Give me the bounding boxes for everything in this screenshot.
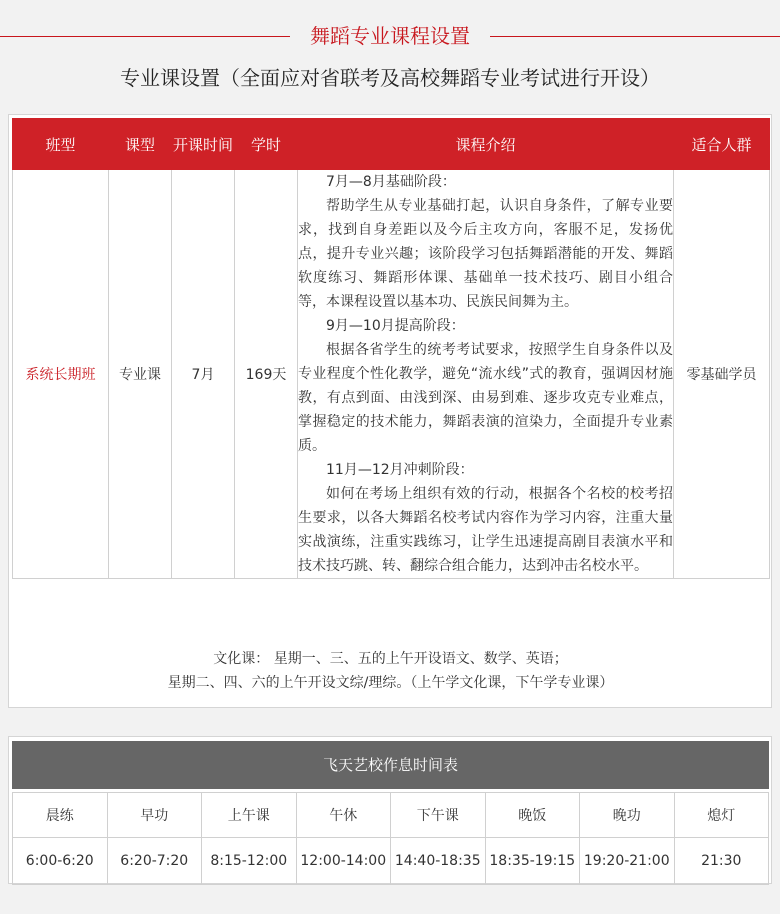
- header-start-time: 开课时间: [172, 119, 235, 170]
- description-cell: [298, 170, 674, 579]
- schedule-header: 晚功: [580, 793, 675, 838]
- stage-heading: 7月—8月基础阶段：: [326, 174, 456, 190]
- stage-text: 帮助学生从专业基础打起，认识自身条件，了解专业要求，找到自身差距以及今后主攻方向，客服不足，发扬优点，提升专业兴趣；该阶段学习包括舞蹈潜能的开发、舞蹈软度练习、舞蹈形体课、基础单一技术技巧、剧目小组合等，本课程设置以基本功、民族民间舞为主。: [298, 198, 673, 310]
- schedule-time-row: [13, 838, 769, 885]
- schedule-header: 下午课: [391, 793, 486, 838]
- schedule-header: 午休: [296, 793, 391, 838]
- schedule-time: 12:00-14:00: [296, 838, 391, 885]
- audience-cell: 零基础学员: [674, 170, 770, 579]
- schedule-header-row: [13, 793, 769, 838]
- header-hours: 学时: [235, 119, 298, 170]
- header-description: 课程介绍: [298, 119, 674, 170]
- table-row: [13, 170, 770, 579]
- header-audience: 适合人群: [674, 119, 770, 170]
- section-header: [0, 20, 780, 52]
- hours-cell: 169天: [235, 170, 298, 579]
- culture-note: [12, 635, 769, 703]
- schedule-title: 飞天艺校作息时间表: [12, 741, 769, 789]
- header-rule-left: [0, 36, 290, 37]
- stage-text: 根据各省学生的统考考试要求，按照学生自身条件以及专业程度个性化教学，避免“流水线”式的教育，强调因材施教，有点到面、由浅到深、由易到难、逐步攻克专业难点，掌握稳定的技术能力，舞蹈表演的渲染力，全面提升专业素质。: [298, 342, 673, 454]
- schedule-header: 熄灯: [674, 793, 769, 838]
- course-type-cell: 专业课: [109, 170, 172, 579]
- schedule-header: 上午课: [202, 793, 297, 838]
- course-table: [12, 118, 770, 579]
- section-title: 舞蹈专业课程设置: [310, 24, 470, 48]
- schedule-header: 晚饭: [485, 793, 580, 838]
- course-subtitle: 专业课设置（全面应对省联考及高校舞蹈专业考试进行开设）: [120, 66, 660, 90]
- course-table-header: [13, 119, 770, 170]
- header-course-type: 课型: [109, 119, 172, 170]
- course-card: [8, 114, 772, 708]
- schedule-time: 6:20-7:20: [107, 838, 202, 885]
- schedule-card: [8, 736, 772, 884]
- stage-heading: 11月—12月冲刺阶段：: [326, 462, 474, 478]
- schedule-time: 21:30: [674, 838, 769, 885]
- culture-line-2: 星期二、四、六的上午开设文综/理综。（上午学文化课，下午学专业课）: [167, 675, 614, 691]
- schedule-header: 早功: [107, 793, 202, 838]
- schedule-header: 晨练: [13, 793, 108, 838]
- start-time-cell: 7月: [172, 170, 235, 579]
- schedule-time: 18:35-19:15: [485, 838, 580, 885]
- stage-text: 如何在考场上组织有效的行动，根据各个名校的校考招生要求，以各大舞蹈名校考试内容作为学习内容，注重大量实战演练，注重实践练习，让学生迅速提高剧目表演水平和技术技巧跳、转、翻综合组合能力，达到冲击名校水平。: [298, 486, 673, 574]
- class-type-cell: 系统长期班: [13, 170, 109, 579]
- schedule-table: [12, 792, 769, 885]
- schedule-time: 14:40-18:35: [391, 838, 486, 885]
- culture-line-1: 文化课： 星期一、三、五的上午开设语文、数学、英语；: [213, 651, 568, 667]
- schedule-time: 19:20-21:00: [580, 838, 675, 885]
- stage-heading: 9月—10月提高阶段：: [326, 318, 465, 334]
- header-rule-right: [490, 36, 780, 37]
- header-class-type: 班型: [13, 119, 109, 170]
- schedule-time: 8:15-12:00: [202, 838, 297, 885]
- schedule-time: 6:00-6:20: [13, 838, 108, 885]
